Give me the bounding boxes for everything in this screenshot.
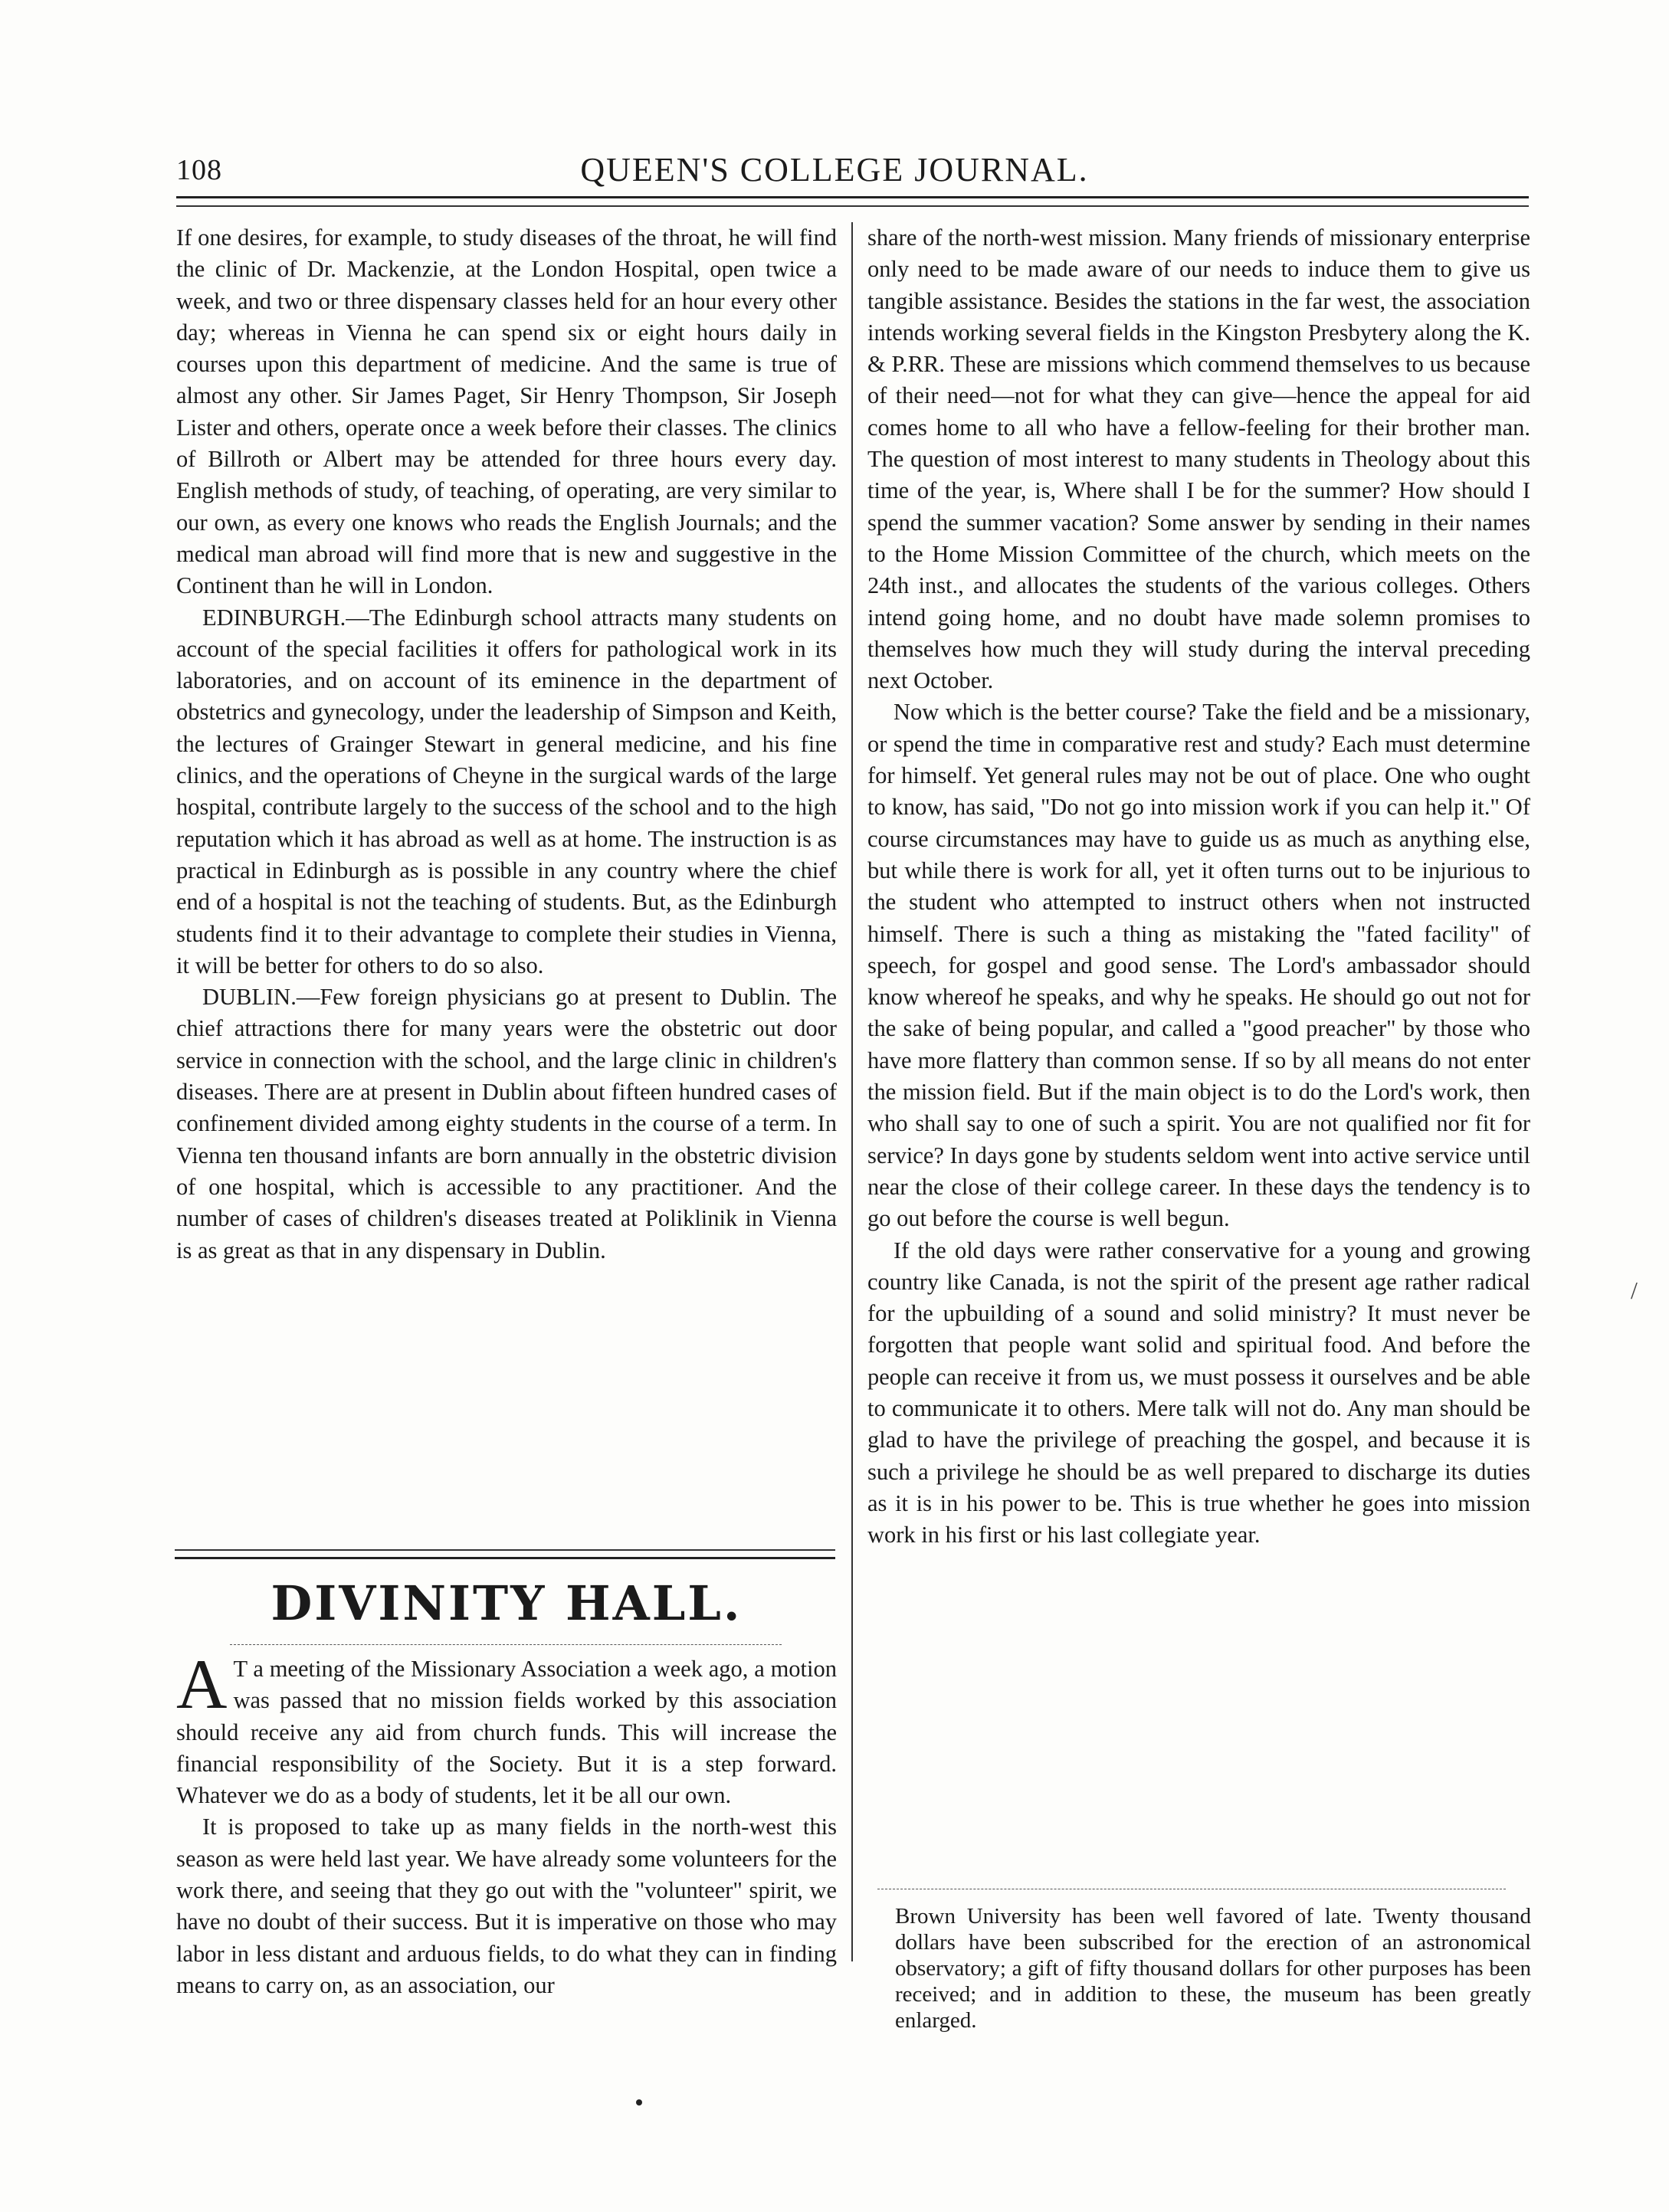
margin-mark: / (1631, 1276, 1638, 1304)
paragraph-north-west: It is proposed to take up as many fields in the north-west this season as were held last year. We have already some volunteers for the work there, and seeing that they go out with the "volunteer" spirit, we have no doubt of their success. But it is imperative on those who may labor in less distant and arduous fields, to do what they can in finding means to carry on, as an association, our (176, 1814, 837, 1998)
paragraph-throat-study: If one desires, for example, to study diseases of the throat, he will find the clinic of Dr. Mackenzie, at the London Hospital, open twice a week, and two or three dispensary classes held for an hour every other day; whereas in Vienna he can spend six or eight hours daily in courses upon this department of medicine. And the same is true of almost any other. Sir James Paget, Sir Henry Thompson, Sir Joseph Lister and others, operate once a week before their classes. The clinics of Billroth or Albert may be attended for three hours every day. English methods of study, of teaching, of operating, are very similar to our own, as every one knows who reads the English Journals; and the medical man abroad will find more that is new and suggestive in the Continent than he will in London. (176, 224, 837, 599)
right-column (867, 222, 1530, 1551)
drop-cap: A (176, 1645, 228, 1723)
section-rule (175, 1549, 835, 1551)
paragraph-missionary-association (176, 1645, 837, 1811)
column-divider (851, 222, 853, 1961)
footer-dot (636, 2099, 642, 2105)
section-rule-thick (175, 1557, 835, 1559)
journal-title: QUEEN'S COLLEGE JOURNAL. (580, 151, 1089, 188)
header-rule (176, 196, 1529, 198)
left-column (176, 222, 837, 1267)
page-number: 108 (176, 154, 222, 186)
header-rule-thin (176, 205, 1529, 207)
note-text: Brown University has been well favored of late. Twenty thousand dollars have been subscribed for the erection of an astronomical observatory; a gift of fifty thousand dollars for other purposes has been received; and in addition to these, the museum has been greatly enlarged. (895, 1904, 1531, 2033)
section-title: DIVINITY HALL. (271, 1575, 743, 1631)
brown-university-note (895, 1903, 1531, 2033)
paragraph-edinburgh: EDINBURGH.—The Edinburgh school attracts many students on account of the special facilities it offers for pathological work in its laboratories, and on account of its eminence in the department of obstetrics and gynecology, under the leadership of Simpson and Keith, the lectures of Grainger Stewart in general medicine, and his fine clinics, and the operations of Cheyne in the surgical wards of the large hospital, contribute largely to the success of the school and to the high reputation which it has abroad as well as at home. The instruction is as practical in Edinburgh as is possible in any country where the chief end of a hospital is not the teaching of students. But, as the Edinburgh students find it to their advantage to complete their studies in Vienna, it will be better for others to do so also. (176, 604, 837, 978)
paragraph-mission-share: share of the north-west mission. Many friends of missionary enterprise only need to be made aware of our needs to induce them to give us tangible assistance. Besides the stations in the far west, the association intends working several fields in the Kingston Presbytery along the K. & P.RR. These are missions which commend themselves to us because of their need—not for what they can give—hence the appeal for aid comes home to all who have a fellow-feeling for their brother man. The question of most interest to many students in Theology about this time of the year, is, Where shall I be for the summer? How should I spend the summer vacation? Some answer by sending in their names to the Home Mission Committee of the church, which meets on the 24th inst., and allocates the students of the various colleges. Others intend going home, and no doubt have made solemn promises to themselves how much they will study during the interval preceding next October. (867, 224, 1530, 694)
paragraph-missionary-text: T a meeting of the Missionary Association a week ago, a motion was passed that no mission fields worked by this association should receive any aid from church funds. This will increase the financial responsibility of the Society. But it is a step forward. Whatever we do as a body of students, let it be all our own. (176, 1656, 837, 1809)
paragraph-better-course: Now which is the better course? Take the field and be a missionary, or spend the time in comparative rest and study? Each must determine for himself. Yet general rules may not be out of place. One who ought to know, has said, "Do not go into mission work if you can help it." Of course circumstances may have to guide us as much as anything else, but while there is work for all, yet it often turns out to be injurious to the student who attempted to instruct others when not instructed himself. There is such a thing as mistaking the "fated facility" of speech, for gospel and good sense. The Lord's ambassador should know whereof he speaks, and why he speaks. He should go out not for the sake of being popular, and called a "good preacher" by those who have more flattery than common sense. If so by all means do not enter the mission field. But if the main object is to do the Lord's work, then who shall say to one of such a spirit. You are not qualified nor fit for service? In days gone by students seldom went into active service until near the close of their college career. In these days the tendency is to go out before the course is well begun. (867, 699, 1530, 1232)
paragraph-old-days: If the old days were rather conservative for a young and growing country like Canada, is not the spirit of the present age rather radical for the upbuilding of a sound and solid ministry? It must never be forgotten that people want solid and spiritual food. And before the people can receive it from us, we must possess it ourselves and be able to communicate it to others. Mere talk will not do. Any man should be glad to have the privilege of preaching the gospel, and because it is such a privilege he should be as well prepared to discharge its duties as it is in his power to be. This is true whether he goes into mission work in his first or his last collegiate year. (867, 1237, 1530, 1548)
section-title-underline (230, 1644, 782, 1645)
divinity-hall-article (176, 1645, 837, 2001)
paragraph-dublin: DUBLIN.—Few foreign physicians go at present to Dublin. The chief attractions there for many years were the obstetric out door service in connection with the school, and the large clinic in children's diseases. There are at present in Dublin about fifteen hundred cases of confinement divided among eighty students in the course of a term. In Vienna ten thousand infants are born annually in the obstetric division of one hospital, which is accessible to any practitioner. And the number of cases of children's diseases treated at Poliklinik in Vienna is as great as that in any dispensary in Dublin. (176, 984, 837, 1263)
